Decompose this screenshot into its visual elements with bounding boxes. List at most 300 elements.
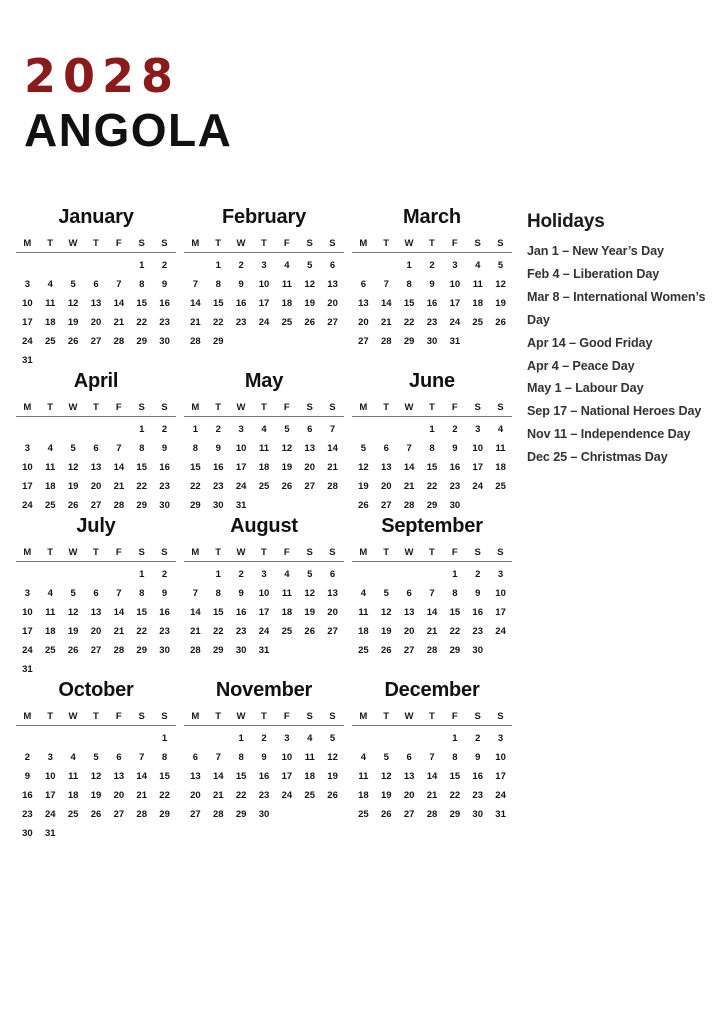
day-cell[interactable]: 18 [44, 625, 56, 637]
day-cell[interactable]: 21 [212, 789, 224, 801]
day-cell[interactable]: 18 [358, 789, 369, 801]
day-cell[interactable]: 1 [161, 732, 168, 744]
day-cell[interactable]: 15 [403, 297, 415, 309]
day-cell[interactable]: 4 [47, 587, 53, 599]
day-cell[interactable]: 28 [190, 335, 201, 347]
day-cell[interactable]: 21 [327, 461, 338, 473]
day-cell[interactable]: 1 [452, 732, 458, 744]
day-cell[interactable]: 21 [380, 316, 392, 328]
day-cell[interactable]: 14 [190, 297, 201, 309]
day-cell[interactable]: 23 [235, 316, 247, 328]
day-cell[interactable]: 30 [159, 335, 170, 347]
day-cell[interactable]: 13 [190, 770, 201, 782]
day-cell[interactable]: 8 [452, 587, 458, 599]
day-cell[interactable]: 7 [116, 587, 122, 599]
day-cell[interactable]: 15 [449, 770, 461, 782]
day-cell[interactable]: 18 [44, 480, 56, 492]
day-cell[interactable]: 19 [495, 297, 506, 309]
day-cell[interactable]: 28 [327, 480, 338, 492]
day-cell[interactable]: 18 [358, 625, 369, 637]
day-cell[interactable]: 14 [212, 770, 224, 782]
day-cell[interactable]: 20 [90, 316, 102, 328]
day-cell[interactable]: 10 [258, 278, 270, 290]
day-cell[interactable]: 7 [429, 587, 435, 599]
day-cell[interactable]: 16 [258, 770, 270, 782]
day-cell[interactable]: 2 [161, 423, 168, 435]
day-cell[interactable]: 22 [190, 480, 201, 492]
day-cell[interactable]: 6 [406, 587, 412, 599]
day-cell[interactable]: 10 [495, 587, 506, 599]
day-cell[interactable]: 26 [67, 335, 79, 347]
day-cell[interactable]: 12 [67, 461, 79, 473]
day-cell[interactable]: 26 [67, 499, 79, 511]
day-cell[interactable]: 28 [113, 644, 125, 656]
day-cell[interactable]: 16 [159, 461, 170, 473]
day-cell[interactable]: 9 [261, 751, 267, 763]
day-cell[interactable]: 30 [426, 335, 438, 347]
day-cell[interactable]: 11 [45, 606, 56, 618]
day-cell[interactable]: 9 [161, 442, 168, 454]
day-cell[interactable]: 27 [358, 335, 369, 347]
day-cell[interactable]: 4 [47, 278, 53, 290]
day-cell[interactable]: 25 [44, 335, 56, 347]
day-cell[interactable]: 25 [281, 316, 293, 328]
day-cell[interactable]: 19 [304, 297, 315, 309]
day-cell[interactable]: 16 [472, 606, 483, 618]
day-cell[interactable]: 1 [215, 568, 221, 580]
day-cell[interactable]: 12 [327, 751, 338, 763]
day-cell[interactable]: 20 [403, 625, 415, 637]
day-cell[interactable]: 1 [139, 568, 145, 580]
day-cell[interactable]: 11 [358, 606, 369, 618]
day-cell[interactable]: 28 [426, 644, 438, 656]
day-cell[interactable]: 10 [281, 751, 293, 763]
day-cell[interactable]: 25 [67, 808, 79, 820]
day-cell[interactable]: 5 [383, 751, 389, 763]
day-cell[interactable]: 20 [327, 297, 338, 309]
day-cell[interactable]: 28 [212, 808, 224, 820]
day-cell[interactable]: 12 [358, 461, 369, 473]
day-cell[interactable]: 23 [159, 316, 170, 328]
day-cell[interactable]: 26 [67, 644, 79, 656]
day-cell[interactable]: 13 [90, 606, 102, 618]
day-cell[interactable]: 10 [22, 297, 33, 309]
day-cell[interactable]: 27 [90, 335, 102, 347]
day-cell[interactable]: 13 [358, 297, 369, 309]
day-cell[interactable]: 9 [161, 587, 168, 599]
day-cell[interactable]: 7 [192, 587, 199, 599]
day-cell[interactable]: 16 [22, 789, 33, 801]
day-cell[interactable]: 21 [113, 316, 125, 328]
day-cell[interactable]: 3 [452, 259, 458, 271]
day-cell[interactable]: 18 [472, 297, 483, 309]
day-cell[interactable]: 22 [136, 316, 147, 328]
day-cell[interactable]: 2 [475, 568, 481, 580]
day-cell[interactable]: 28 [426, 808, 438, 820]
day-cell[interactable]: 16 [212, 461, 224, 473]
day-cell[interactable]: 6 [360, 278, 367, 290]
day-cell[interactable]: 16 [235, 297, 247, 309]
day-cell[interactable]: 9 [24, 770, 31, 782]
day-cell[interactable]: 11 [304, 751, 315, 763]
day-cell[interactable]: 6 [329, 568, 336, 580]
day-cell[interactable]: 15 [136, 606, 147, 618]
day-cell[interactable]: 22 [449, 789, 461, 801]
day-cell[interactable]: 14 [380, 297, 392, 309]
day-cell[interactable]: 22 [235, 789, 247, 801]
day-cell[interactable]: 30 [159, 499, 170, 511]
day-cell[interactable]: 24 [235, 480, 247, 492]
day-cell[interactable]: 20 [380, 480, 392, 492]
day-cell[interactable]: 1 [406, 259, 412, 271]
day-cell[interactable]: 5 [307, 259, 313, 271]
day-cell[interactable]: 19 [67, 480, 79, 492]
day-cell[interactable]: 23 [212, 480, 224, 492]
day-cell[interactable]: 26 [380, 644, 392, 656]
day-cell[interactable]: 3 [261, 568, 267, 580]
day-cell[interactable]: 14 [426, 770, 438, 782]
day-cell[interactable]: 19 [358, 480, 369, 492]
day-cell[interactable]: 11 [258, 442, 270, 454]
day-cell[interactable]: 12 [281, 442, 293, 454]
day-cell[interactable]: 23 [159, 480, 170, 492]
day-cell[interactable]: 25 [281, 625, 293, 637]
day-cell[interactable]: 27 [90, 499, 102, 511]
day-cell[interactable]: 26 [90, 808, 102, 820]
day-cell[interactable]: 12 [67, 297, 79, 309]
day-cell[interactable]: 29 [449, 808, 461, 820]
day-cell[interactable]: 30 [472, 808, 483, 820]
day-cell[interactable]: 22 [136, 625, 147, 637]
day-cell[interactable]: 4 [360, 587, 367, 599]
day-cell[interactable]: 19 [380, 789, 392, 801]
day-cell[interactable]: 8 [161, 751, 168, 763]
day-cell[interactable]: 17 [258, 297, 270, 309]
day-cell[interactable]: 17 [281, 770, 293, 782]
day-cell[interactable]: 17 [258, 606, 270, 618]
day-cell[interactable]: 31 [235, 499, 247, 511]
day-cell[interactable]: 23 [472, 789, 483, 801]
day-cell[interactable]: 14 [327, 442, 338, 454]
day-cell[interactable]: 8 [406, 278, 412, 290]
day-cell[interactable]: 30 [449, 499, 461, 511]
day-cell[interactable]: 8 [139, 278, 145, 290]
day-cell[interactable]: 11 [281, 278, 292, 290]
day-cell[interactable]: 10 [449, 278, 461, 290]
day-cell[interactable]: 15 [159, 770, 170, 782]
day-cell[interactable]: 29 [212, 644, 224, 656]
day-cell[interactable]: 9 [238, 278, 244, 290]
day-cell[interactable]: 5 [70, 278, 76, 290]
day-cell[interactable]: 7 [406, 442, 412, 454]
day-cell[interactable]: 9 [215, 442, 221, 454]
day-cell[interactable]: 26 [380, 808, 392, 820]
day-cell[interactable]: 8 [238, 751, 244, 763]
day-cell[interactable]: 7 [192, 278, 199, 290]
day-cell[interactable]: 25 [304, 789, 315, 801]
day-cell[interactable]: 25 [44, 499, 56, 511]
day-cell[interactable]: 2 [261, 732, 267, 744]
day-cell[interactable]: 30 [22, 827, 33, 839]
day-cell[interactable]: 3 [475, 423, 481, 435]
day-cell[interactable]: 29 [426, 499, 438, 511]
day-cell[interactable]: 3 [261, 259, 267, 271]
day-cell[interactable]: 18 [281, 297, 293, 309]
day-cell[interactable]: 28 [403, 499, 415, 511]
day-cell[interactable]: 29 [403, 335, 415, 347]
day-cell[interactable]: 17 [22, 316, 33, 328]
day-cell[interactable]: 22 [426, 480, 438, 492]
day-cell[interactable]: 29 [136, 644, 147, 656]
day-cell[interactable]: 31 [449, 335, 461, 347]
day-cell[interactable]: 30 [235, 644, 247, 656]
day-cell[interactable]: 14 [190, 606, 201, 618]
day-cell[interactable]: 21 [136, 789, 147, 801]
day-cell[interactable]: 20 [304, 461, 315, 473]
day-cell[interactable]: 21 [426, 625, 438, 637]
day-cell[interactable]: 26 [358, 499, 369, 511]
day-cell[interactable]: 13 [327, 587, 338, 599]
day-cell[interactable]: 28 [113, 335, 125, 347]
day-cell[interactable]: 11 [45, 461, 56, 473]
day-cell[interactable]: 14 [113, 461, 125, 473]
day-cell[interactable]: 4 [284, 568, 290, 580]
day-cell[interactable]: 7 [116, 278, 122, 290]
day-cell[interactable]: 9 [475, 587, 481, 599]
day-cell[interactable]: 19 [281, 461, 293, 473]
day-cell[interactable]: 18 [258, 461, 270, 473]
day-cell[interactable]: 16 [449, 461, 461, 473]
day-cell[interactable]: 28 [190, 644, 201, 656]
day-cell[interactable]: 25 [358, 644, 369, 656]
day-cell[interactable]: 1 [139, 423, 145, 435]
day-cell[interactable]: 11 [495, 442, 506, 454]
day-cell[interactable]: 22 [159, 789, 170, 801]
day-cell[interactable]: 13 [327, 278, 338, 290]
day-cell[interactable]: 2 [161, 568, 168, 580]
day-cell[interactable]: 17 [495, 770, 506, 782]
day-cell[interactable]: 7 [139, 751, 145, 763]
day-cell[interactable]: 13 [90, 297, 102, 309]
day-cell[interactable]: 8 [215, 278, 221, 290]
day-cell[interactable]: 10 [495, 751, 506, 763]
day-cell[interactable]: 31 [22, 663, 33, 675]
day-cell[interactable]: 4 [70, 751, 76, 763]
day-cell[interactable]: 24 [472, 480, 483, 492]
day-cell[interactable]: 24 [22, 644, 33, 656]
day-cell[interactable]: 19 [327, 770, 338, 782]
day-cell[interactable]: 23 [472, 625, 483, 637]
day-cell[interactable]: 25 [44, 644, 56, 656]
day-cell[interactable]: 5 [70, 587, 76, 599]
day-cell[interactable]: 5 [307, 568, 313, 580]
day-cell[interactable]: 5 [70, 442, 76, 454]
day-cell[interactable]: 27 [403, 644, 415, 656]
day-cell[interactable]: 15 [212, 606, 224, 618]
day-cell[interactable]: 21 [426, 789, 438, 801]
day-cell[interactable]: 3 [24, 587, 31, 599]
day-cell[interactable]: 30 [472, 644, 483, 656]
day-cell[interactable]: 24 [22, 499, 33, 511]
day-cell[interactable]: 17 [22, 625, 33, 637]
day-cell[interactable]: 21 [403, 480, 415, 492]
day-cell[interactable]: 17 [449, 297, 461, 309]
day-cell[interactable]: 12 [90, 770, 102, 782]
day-cell[interactable]: 21 [190, 625, 201, 637]
day-cell[interactable]: 9 [475, 751, 481, 763]
day-cell[interactable]: 16 [159, 606, 170, 618]
day-cell[interactable]: 19 [90, 789, 102, 801]
day-cell[interactable]: 2 [452, 423, 458, 435]
day-cell[interactable]: 15 [136, 461, 147, 473]
day-cell[interactable]: 3 [497, 732, 504, 744]
day-cell[interactable]: 5 [360, 442, 367, 454]
day-cell[interactable]: 29 [136, 335, 147, 347]
day-cell[interactable]: 24 [258, 625, 270, 637]
day-cell[interactable]: 15 [449, 606, 461, 618]
day-cell[interactable]: 1 [192, 423, 199, 435]
day-cell[interactable]: 23 [159, 625, 170, 637]
day-cell[interactable]: 19 [380, 625, 392, 637]
day-cell[interactable]: 15 [212, 297, 224, 309]
day-cell[interactable]: 1 [452, 568, 458, 580]
day-cell[interactable]: 4 [261, 423, 267, 435]
day-cell[interactable]: 10 [235, 442, 247, 454]
day-cell[interactable]: 13 [113, 770, 125, 782]
day-cell[interactable]: 2 [238, 259, 244, 271]
day-cell[interactable]: 2 [429, 259, 435, 271]
day-cell[interactable]: 20 [113, 789, 125, 801]
day-cell[interactable]: 8 [192, 442, 199, 454]
day-cell[interactable]: 26 [327, 789, 338, 801]
day-cell[interactable]: 5 [497, 259, 504, 271]
day-cell[interactable]: 21 [113, 480, 125, 492]
day-cell[interactable]: 11 [45, 297, 56, 309]
day-cell[interactable]: 18 [304, 770, 315, 782]
day-cell[interactable]: 8 [215, 587, 221, 599]
day-cell[interactable]: 20 [190, 789, 201, 801]
day-cell[interactable]: 8 [139, 587, 145, 599]
day-cell[interactable]: 12 [380, 606, 392, 618]
day-cell[interactable]: 28 [113, 499, 125, 511]
day-cell[interactable]: 12 [67, 606, 79, 618]
day-cell[interactable]: 31 [258, 644, 270, 656]
day-cell[interactable]: 6 [192, 751, 199, 763]
day-cell[interactable]: 22 [212, 316, 224, 328]
day-cell[interactable]: 15 [235, 770, 247, 782]
day-cell[interactable]: 28 [380, 335, 392, 347]
day-cell[interactable]: 1 [238, 732, 244, 744]
day-cell[interactable]: 26 [281, 480, 293, 492]
day-cell[interactable]: 18 [281, 606, 293, 618]
day-cell[interactable]: 22 [403, 316, 415, 328]
day-cell[interactable]: 6 [406, 751, 412, 763]
day-cell[interactable]: 31 [22, 354, 33, 366]
day-cell[interactable]: 21 [113, 625, 125, 637]
day-cell[interactable]: 7 [383, 278, 389, 290]
day-cell[interactable]: 23 [235, 625, 247, 637]
day-cell[interactable]: 22 [449, 625, 461, 637]
day-cell[interactable]: 10 [258, 587, 270, 599]
day-cell[interactable]: 4 [497, 423, 504, 435]
day-cell[interactable]: 8 [452, 751, 458, 763]
day-cell[interactable]: 20 [90, 480, 102, 492]
day-cell[interactable]: 27 [327, 316, 338, 328]
day-cell[interactable]: 25 [258, 480, 270, 492]
day-cell[interactable]: 29 [449, 644, 461, 656]
day-cell[interactable]: 8 [429, 442, 435, 454]
day-cell[interactable]: 20 [327, 606, 338, 618]
day-cell[interactable]: 20 [403, 789, 415, 801]
day-cell[interactable]: 27 [327, 625, 338, 637]
day-cell[interactable]: 5 [93, 751, 99, 763]
day-cell[interactable]: 25 [358, 808, 369, 820]
day-cell[interactable]: 14 [113, 297, 125, 309]
day-cell[interactable]: 16 [159, 297, 170, 309]
day-cell[interactable]: 10 [22, 461, 33, 473]
day-cell[interactable]: 31 [44, 827, 56, 839]
day-cell[interactable]: 18 [495, 461, 506, 473]
day-cell[interactable]: 19 [67, 316, 79, 328]
day-cell[interactable]: 30 [258, 808, 270, 820]
day-cell[interactable]: 2 [161, 259, 168, 271]
day-cell[interactable]: 3 [24, 278, 31, 290]
day-cell[interactable]: 5 [329, 732, 336, 744]
day-cell[interactable]: 6 [93, 278, 99, 290]
day-cell[interactable]: 13 [90, 461, 102, 473]
day-cell[interactable]: 4 [307, 732, 313, 744]
day-cell[interactable]: 4 [475, 259, 481, 271]
day-cell[interactable]: 23 [22, 808, 33, 820]
day-cell[interactable]: 31 [495, 808, 506, 820]
day-cell[interactable]: 19 [304, 606, 315, 618]
day-cell[interactable]: 13 [304, 442, 315, 454]
day-cell[interactable]: 29 [190, 499, 201, 511]
day-cell[interactable]: 17 [495, 606, 506, 618]
day-cell[interactable]: 24 [495, 625, 506, 637]
day-cell[interactable]: 13 [403, 606, 415, 618]
day-cell[interactable]: 1 [215, 259, 221, 271]
day-cell[interactable]: 12 [304, 278, 315, 290]
day-cell[interactable]: 26 [304, 625, 315, 637]
day-cell[interactable]: 27 [304, 480, 315, 492]
day-cell[interactable]: 6 [307, 423, 313, 435]
day-cell[interactable]: 15 [136, 297, 147, 309]
day-cell[interactable]: 22 [136, 480, 147, 492]
day-cell[interactable]: 29 [159, 808, 170, 820]
day-cell[interactable]: 29 [136, 499, 147, 511]
day-cell[interactable]: 9 [238, 587, 244, 599]
day-cell[interactable]: 2 [24, 751, 31, 763]
day-cell[interactable]: 30 [159, 644, 170, 656]
day-cell[interactable]: 12 [495, 278, 506, 290]
day-cell[interactable]: 28 [136, 808, 147, 820]
day-cell[interactable]: 16 [426, 297, 438, 309]
day-cell[interactable]: 11 [68, 770, 79, 782]
day-cell[interactable]: 22 [212, 625, 224, 637]
day-cell[interactable]: 2 [215, 423, 221, 435]
day-cell[interactable]: 2 [238, 568, 244, 580]
day-cell[interactable]: 25 [495, 480, 506, 492]
day-cell[interactable]: 8 [139, 442, 145, 454]
day-cell[interactable]: 6 [383, 442, 389, 454]
day-cell[interactable]: 4 [360, 751, 367, 763]
day-cell[interactable]: 6 [93, 587, 99, 599]
day-cell[interactable]: 12 [380, 770, 392, 782]
day-cell[interactable]: 24 [22, 335, 33, 347]
day-cell[interactable]: 11 [358, 770, 369, 782]
day-cell[interactable]: 17 [235, 461, 247, 473]
